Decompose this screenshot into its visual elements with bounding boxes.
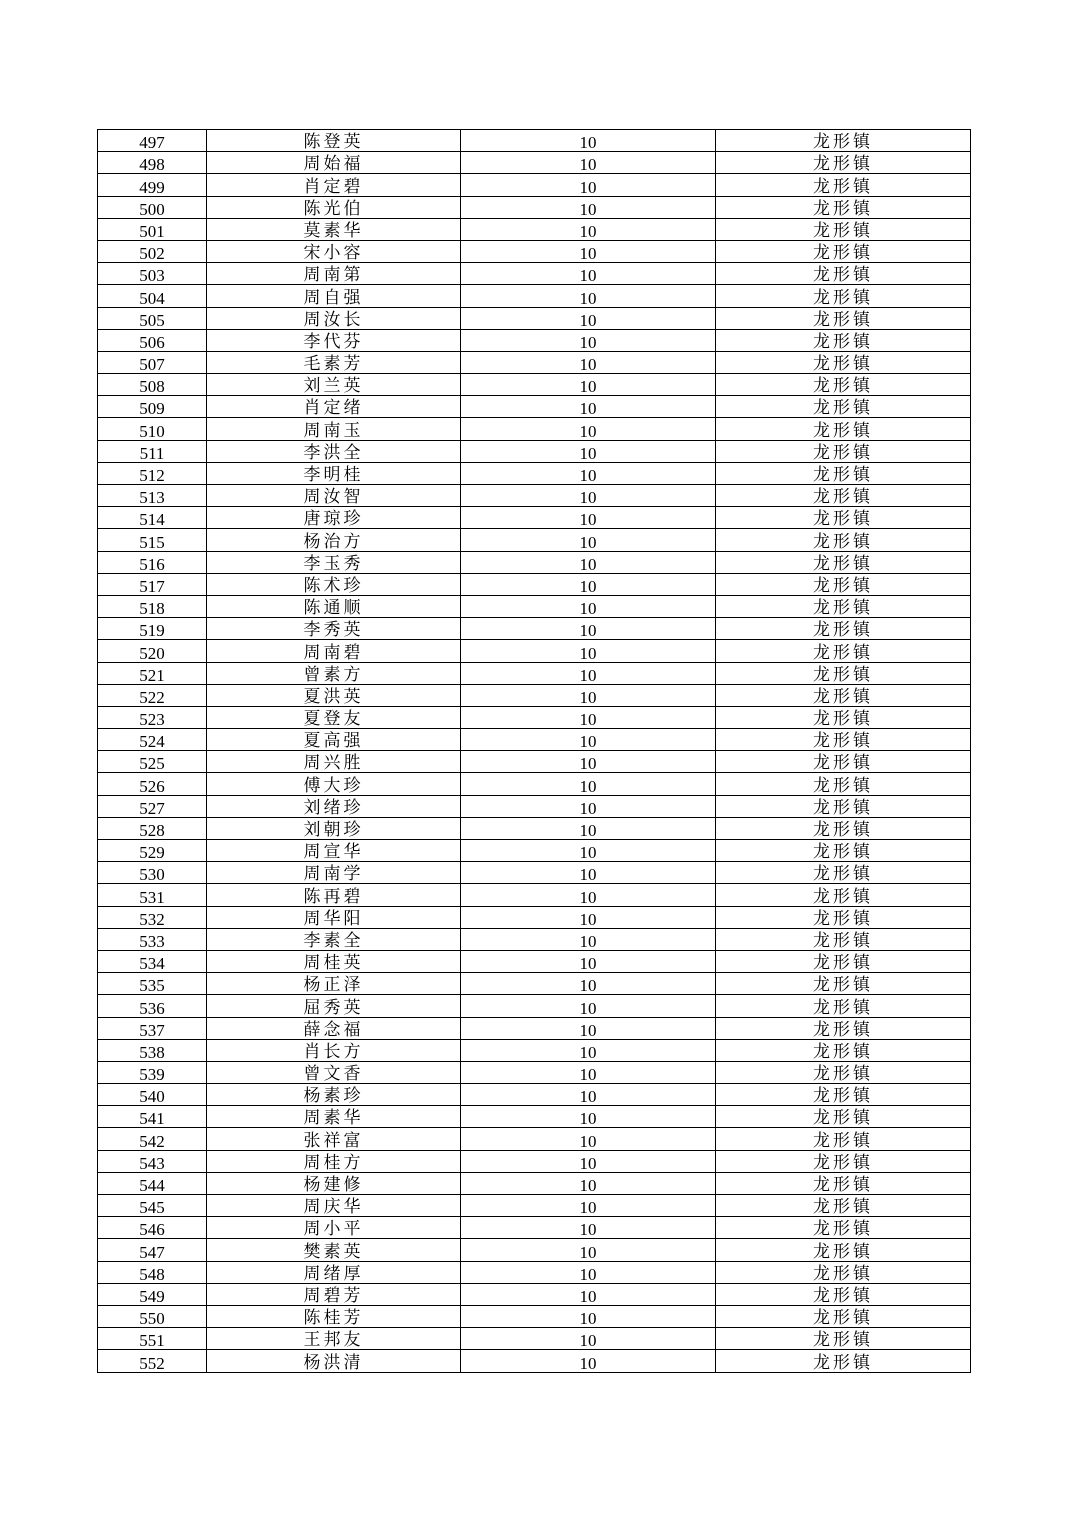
table-row: [98, 973, 971, 995]
amount-cell: 10: [461, 507, 716, 529]
row-number-cell: 536: [98, 995, 207, 1017]
name-cell: 周南第: [207, 263, 461, 285]
amount-cell: 10: [461, 551, 716, 573]
row-number-cell: 524: [98, 729, 207, 751]
data-table: [97, 129, 971, 1373]
row-number-cell: 534: [98, 950, 207, 972]
row-number-cell: 511: [98, 440, 207, 462]
amount-cell: 10: [461, 485, 716, 507]
table-body: [98, 130, 971, 1373]
amount-cell: 10: [461, 1195, 716, 1217]
name-cell: 杨素珍: [207, 1084, 461, 1106]
town-cell: 龙形镇: [716, 240, 971, 262]
name-cell: 陈再碧: [207, 884, 461, 906]
amount-cell: 10: [461, 218, 716, 240]
name-cell: 杨建修: [207, 1172, 461, 1194]
town-cell: 龙形镇: [716, 196, 971, 218]
amount-cell: 10: [461, 152, 716, 174]
table-row: [98, 729, 971, 751]
row-number-cell: 538: [98, 1039, 207, 1061]
table-row: [98, 1106, 971, 1128]
amount-cell: 10: [461, 862, 716, 884]
name-cell: 周兴胜: [207, 751, 461, 773]
table-row: [98, 1039, 971, 1061]
amount-cell: 10: [461, 1061, 716, 1083]
name-cell: 王邦友: [207, 1328, 461, 1350]
name-cell: 肖长方: [207, 1039, 461, 1061]
table-row: [98, 152, 971, 174]
row-number-cell: 545: [98, 1195, 207, 1217]
amount-cell: 10: [461, 729, 716, 751]
amount-cell: 10: [461, 396, 716, 418]
table-row: [98, 418, 971, 440]
name-cell: 周素华: [207, 1106, 461, 1128]
table-row: [98, 529, 971, 551]
name-cell: 宋小容: [207, 240, 461, 262]
town-cell: 龙形镇: [716, 529, 971, 551]
amount-cell: 10: [461, 174, 716, 196]
row-number-cell: 533: [98, 928, 207, 950]
name-cell: 周碧芳: [207, 1283, 461, 1305]
table-row: [98, 1305, 971, 1327]
row-number-cell: 504: [98, 285, 207, 307]
name-cell: 周南玉: [207, 418, 461, 440]
table-row: [98, 995, 971, 1017]
table-row: [98, 263, 971, 285]
table-row: [98, 1195, 971, 1217]
row-number-cell: 513: [98, 485, 207, 507]
table-row: [98, 1150, 971, 1172]
town-cell: 龙形镇: [716, 840, 971, 862]
name-cell: 莫素华: [207, 218, 461, 240]
table-row: [98, 1217, 971, 1239]
name-cell: 李代芬: [207, 329, 461, 351]
row-number-cell: 527: [98, 795, 207, 817]
table-row: [98, 618, 971, 640]
amount-cell: 10: [461, 662, 716, 684]
name-cell: 刘兰英: [207, 374, 461, 396]
table-row: [98, 196, 971, 218]
town-cell: 龙形镇: [716, 1239, 971, 1261]
row-number-cell: 522: [98, 684, 207, 706]
table-row: [98, 507, 971, 529]
amount-cell: 10: [461, 529, 716, 551]
table-row: [98, 240, 971, 262]
amount-cell: 10: [461, 884, 716, 906]
name-cell: 李明桂: [207, 462, 461, 484]
row-number-cell: 537: [98, 1017, 207, 1039]
row-number-cell: 505: [98, 307, 207, 329]
name-cell: 周庆华: [207, 1195, 461, 1217]
row-number-cell: 523: [98, 706, 207, 728]
table-row: [98, 840, 971, 862]
town-cell: 龙形镇: [716, 950, 971, 972]
row-number-cell: 506: [98, 329, 207, 351]
amount-cell: 10: [461, 1106, 716, 1128]
amount-cell: 10: [461, 1261, 716, 1283]
amount-cell: 10: [461, 906, 716, 928]
town-cell: 龙形镇: [716, 817, 971, 839]
name-cell: 李洪全: [207, 440, 461, 462]
name-cell: 周绪厚: [207, 1261, 461, 1283]
amount-cell: 10: [461, 1128, 716, 1150]
town-cell: 龙形镇: [716, 1172, 971, 1194]
town-cell: 龙形镇: [716, 1106, 971, 1128]
town-cell: 龙形镇: [716, 485, 971, 507]
town-cell: 龙形镇: [716, 662, 971, 684]
town-cell: 龙形镇: [716, 751, 971, 773]
row-number-cell: 508: [98, 374, 207, 396]
table-row: [98, 285, 971, 307]
amount-cell: 10: [461, 573, 716, 595]
row-number-cell: 512: [98, 462, 207, 484]
table-row: [98, 1283, 971, 1305]
amount-cell: 10: [461, 1217, 716, 1239]
amount-cell: 10: [461, 462, 716, 484]
name-cell: 周桂方: [207, 1150, 461, 1172]
amount-cell: 10: [461, 773, 716, 795]
name-cell: 周南学: [207, 862, 461, 884]
name-cell: 肖定碧: [207, 174, 461, 196]
town-cell: 龙形镇: [716, 1128, 971, 1150]
name-cell: 周宣华: [207, 840, 461, 862]
town-cell: 龙形镇: [716, 618, 971, 640]
name-cell: 曾素方: [207, 662, 461, 684]
town-cell: 龙形镇: [716, 795, 971, 817]
town-cell: 龙形镇: [716, 329, 971, 351]
row-number-cell: 518: [98, 595, 207, 617]
table-row: [98, 130, 971, 152]
town-cell: 龙形镇: [716, 1350, 971, 1372]
name-cell: 傅大珍: [207, 773, 461, 795]
table-row: [98, 573, 971, 595]
name-cell: 陈术珍: [207, 573, 461, 595]
town-cell: 龙形镇: [716, 595, 971, 617]
town-cell: 龙形镇: [716, 440, 971, 462]
row-number-cell: 507: [98, 351, 207, 373]
row-number-cell: 550: [98, 1305, 207, 1327]
row-number-cell: 503: [98, 263, 207, 285]
town-cell: 龙形镇: [716, 706, 971, 728]
name-cell: 曾文香: [207, 1061, 461, 1083]
row-number-cell: 551: [98, 1328, 207, 1350]
row-number-cell: 546: [98, 1217, 207, 1239]
row-number-cell: 540: [98, 1084, 207, 1106]
row-number-cell: 543: [98, 1150, 207, 1172]
row-number-cell: 517: [98, 573, 207, 595]
amount-cell: 10: [461, 1017, 716, 1039]
name-cell: 周桂英: [207, 950, 461, 972]
town-cell: 龙形镇: [716, 551, 971, 573]
table-row: [98, 1172, 971, 1194]
amount-cell: 10: [461, 1039, 716, 1061]
town-cell: 龙形镇: [716, 928, 971, 950]
amount-cell: 10: [461, 595, 716, 617]
amount-cell: 10: [461, 1350, 716, 1372]
town-cell: 龙形镇: [716, 152, 971, 174]
amount-cell: 10: [461, 1150, 716, 1172]
table-row: [98, 551, 971, 573]
name-cell: 周始福: [207, 152, 461, 174]
table-row: [98, 440, 971, 462]
town-cell: 龙形镇: [716, 130, 971, 152]
town-cell: 龙形镇: [716, 1328, 971, 1350]
row-number-cell: 498: [98, 152, 207, 174]
row-number-cell: 529: [98, 840, 207, 862]
town-cell: 龙形镇: [716, 1261, 971, 1283]
row-number-cell: 539: [98, 1061, 207, 1083]
row-number-cell: 526: [98, 773, 207, 795]
town-cell: 龙形镇: [716, 1283, 971, 1305]
name-cell: 陈光伯: [207, 196, 461, 218]
name-cell: 夏登友: [207, 706, 461, 728]
amount-cell: 10: [461, 817, 716, 839]
table-row: [98, 374, 971, 396]
table-row: [98, 884, 971, 906]
amount-cell: 10: [461, 618, 716, 640]
amount-cell: 10: [461, 1084, 716, 1106]
table-row: [98, 640, 971, 662]
row-number-cell: 510: [98, 418, 207, 440]
row-number-cell: 519: [98, 618, 207, 640]
table-row: [98, 1084, 971, 1106]
name-cell: 夏高强: [207, 729, 461, 751]
town-cell: 龙形镇: [716, 1305, 971, 1327]
amount-cell: 10: [461, 840, 716, 862]
name-cell: 薛念福: [207, 1017, 461, 1039]
amount-cell: 10: [461, 928, 716, 950]
table-row: [98, 485, 971, 507]
row-number-cell: 552: [98, 1350, 207, 1372]
town-cell: 龙形镇: [716, 307, 971, 329]
town-cell: 龙形镇: [716, 351, 971, 373]
amount-cell: 10: [461, 351, 716, 373]
row-number-cell: 547: [98, 1239, 207, 1261]
amount-cell: 10: [461, 240, 716, 262]
town-cell: 龙形镇: [716, 396, 971, 418]
row-number-cell: 535: [98, 973, 207, 995]
row-number-cell: 525: [98, 751, 207, 773]
row-number-cell: 516: [98, 551, 207, 573]
name-cell: 周南碧: [207, 640, 461, 662]
table-row: [98, 1261, 971, 1283]
row-number-cell: 520: [98, 640, 207, 662]
town-cell: 龙形镇: [716, 884, 971, 906]
name-cell: 周自强: [207, 285, 461, 307]
amount-cell: 10: [461, 795, 716, 817]
row-number-cell: 502: [98, 240, 207, 262]
town-cell: 龙形镇: [716, 418, 971, 440]
name-cell: 杨正泽: [207, 973, 461, 995]
row-number-cell: 528: [98, 817, 207, 839]
table-row: [98, 329, 971, 351]
row-number-cell: 500: [98, 196, 207, 218]
town-cell: 龙形镇: [716, 507, 971, 529]
name-cell: 周华阳: [207, 906, 461, 928]
row-number-cell: 544: [98, 1172, 207, 1194]
town-cell: 龙形镇: [716, 973, 971, 995]
name-cell: 周汝长: [207, 307, 461, 329]
amount-cell: 10: [461, 374, 716, 396]
table-row: [98, 1328, 971, 1350]
name-cell: 刘绪珍: [207, 795, 461, 817]
table-row: [98, 595, 971, 617]
amount-cell: 10: [461, 950, 716, 972]
name-cell: 陈通顺: [207, 595, 461, 617]
amount-cell: 10: [461, 1172, 716, 1194]
amount-cell: 10: [461, 640, 716, 662]
row-number-cell: 521: [98, 662, 207, 684]
table-row: [98, 396, 971, 418]
table-row: [98, 1350, 971, 1372]
name-cell: 陈桂芳: [207, 1305, 461, 1327]
amount-cell: 10: [461, 684, 716, 706]
row-number-cell: 542: [98, 1128, 207, 1150]
table-row: [98, 462, 971, 484]
amount-cell: 10: [461, 995, 716, 1017]
name-cell: 刘朝珍: [207, 817, 461, 839]
name-cell: 杨洪清: [207, 1350, 461, 1372]
name-cell: 周小平: [207, 1217, 461, 1239]
table-row: [98, 684, 971, 706]
name-cell: 肖定绪: [207, 396, 461, 418]
town-cell: 龙形镇: [716, 218, 971, 240]
table-row: [98, 773, 971, 795]
town-cell: 龙形镇: [716, 684, 971, 706]
table-row: [98, 906, 971, 928]
table-row: [98, 218, 971, 240]
row-number-cell: 497: [98, 130, 207, 152]
amount-cell: 10: [461, 751, 716, 773]
town-cell: 龙形镇: [716, 1061, 971, 1083]
table-row: [98, 1061, 971, 1083]
row-number-cell: 514: [98, 507, 207, 529]
town-cell: 龙形镇: [716, 862, 971, 884]
row-number-cell: 530: [98, 862, 207, 884]
amount-cell: 10: [461, 440, 716, 462]
name-cell: 李玉秀: [207, 551, 461, 573]
name-cell: 周汝智: [207, 485, 461, 507]
name-cell: 屈秀英: [207, 995, 461, 1017]
table-row: [98, 1017, 971, 1039]
row-number-cell: 531: [98, 884, 207, 906]
amount-cell: 10: [461, 1283, 716, 1305]
row-number-cell: 549: [98, 1283, 207, 1305]
town-cell: 龙形镇: [716, 773, 971, 795]
town-cell: 龙形镇: [716, 1217, 971, 1239]
town-cell: 龙形镇: [716, 1017, 971, 1039]
name-cell: 樊素英: [207, 1239, 461, 1261]
town-cell: 龙形镇: [716, 995, 971, 1017]
town-cell: 龙形镇: [716, 729, 971, 751]
table-row: [98, 706, 971, 728]
table-row: [98, 928, 971, 950]
amount-cell: 10: [461, 196, 716, 218]
name-cell: 陈登英: [207, 130, 461, 152]
amount-cell: 10: [461, 973, 716, 995]
name-cell: 杨治方: [207, 529, 461, 551]
row-number-cell: 541: [98, 1106, 207, 1128]
name-cell: 李素全: [207, 928, 461, 950]
town-cell: 龙形镇: [716, 1150, 971, 1172]
amount-cell: 10: [461, 329, 716, 351]
town-cell: 龙形镇: [716, 640, 971, 662]
table-row: [98, 795, 971, 817]
town-cell: 龙形镇: [716, 174, 971, 196]
amount-cell: 10: [461, 263, 716, 285]
table-row: [98, 662, 971, 684]
town-cell: 龙形镇: [716, 1084, 971, 1106]
amount-cell: 10: [461, 307, 716, 329]
table-row: [98, 817, 971, 839]
name-cell: 毛素芳: [207, 351, 461, 373]
table-row: [98, 950, 971, 972]
name-cell: 张祥富: [207, 1128, 461, 1150]
town-cell: 龙形镇: [716, 573, 971, 595]
name-cell: 夏洪英: [207, 684, 461, 706]
row-number-cell: 515: [98, 529, 207, 551]
town-cell: 龙形镇: [716, 374, 971, 396]
table-row: [98, 862, 971, 884]
amount-cell: 10: [461, 285, 716, 307]
town-cell: 龙形镇: [716, 1039, 971, 1061]
row-number-cell: 509: [98, 396, 207, 418]
row-number-cell: 548: [98, 1261, 207, 1283]
table-row: [98, 1239, 971, 1261]
town-cell: 龙形镇: [716, 285, 971, 307]
amount-cell: 10: [461, 1239, 716, 1261]
amount-cell: 10: [461, 418, 716, 440]
table-row: [98, 174, 971, 196]
amount-cell: 10: [461, 1328, 716, 1350]
table-row: [98, 351, 971, 373]
town-cell: 龙形镇: [716, 263, 971, 285]
amount-cell: 10: [461, 706, 716, 728]
row-number-cell: 499: [98, 174, 207, 196]
town-cell: 龙形镇: [716, 906, 971, 928]
town-cell: 龙形镇: [716, 462, 971, 484]
table-row: [98, 307, 971, 329]
amount-cell: 10: [461, 130, 716, 152]
name-cell: 唐琼珍: [207, 507, 461, 529]
table-row: [98, 751, 971, 773]
row-number-cell: 501: [98, 218, 207, 240]
town-cell: 龙形镇: [716, 1195, 971, 1217]
amount-cell: 10: [461, 1305, 716, 1327]
row-number-cell: 532: [98, 906, 207, 928]
name-cell: 李秀英: [207, 618, 461, 640]
table-row: [98, 1128, 971, 1150]
